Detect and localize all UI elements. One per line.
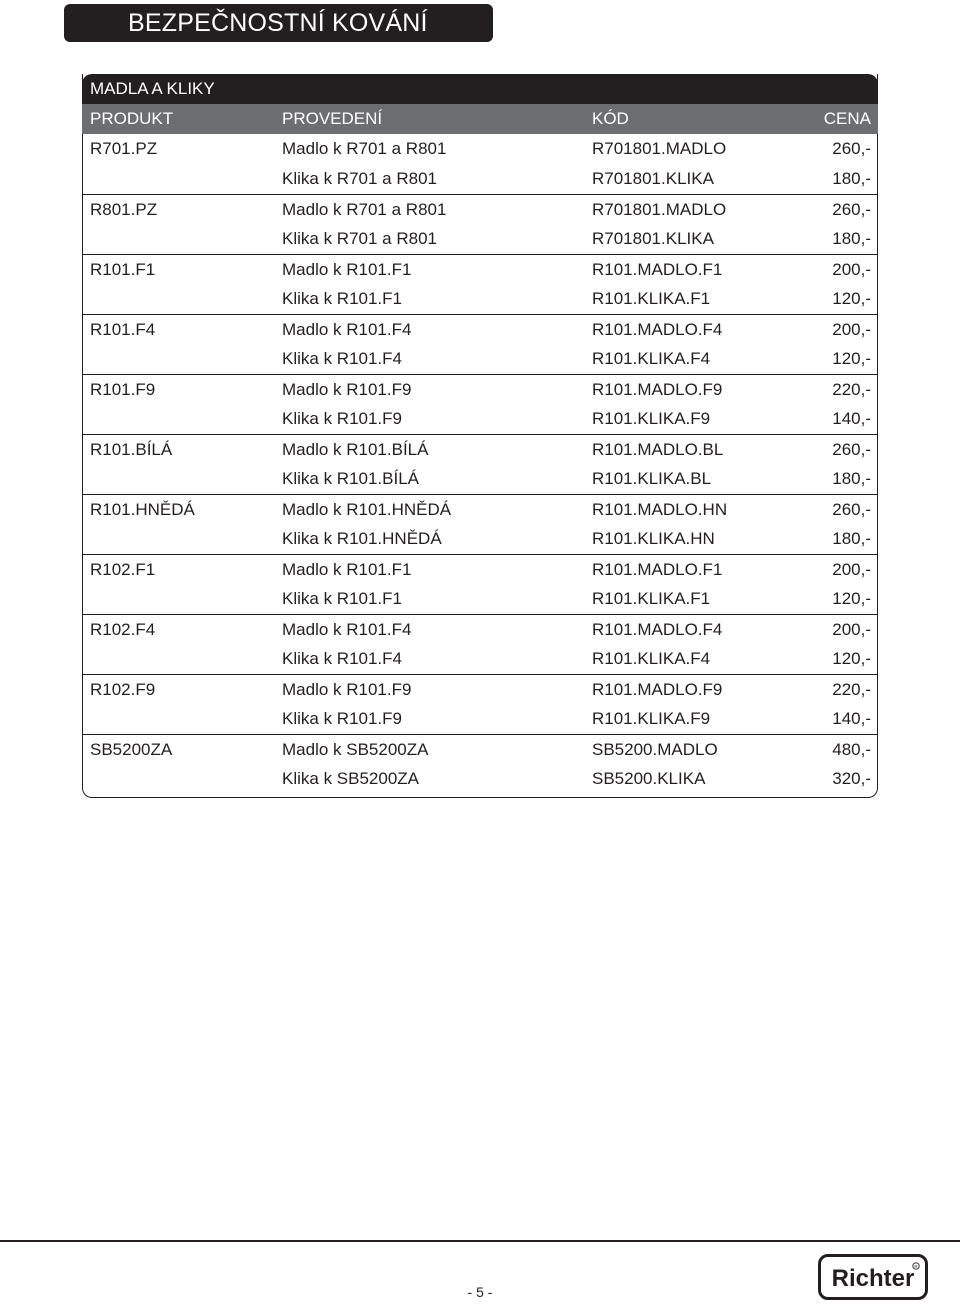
cell-price: 320,-	[832, 769, 871, 788]
column-header-variant: PROVEDENÍ	[282, 109, 383, 128]
table-body	[82, 134, 878, 794]
cell-price: 260,-	[832, 200, 871, 219]
cell-variant: Madlo k R101.F4	[282, 620, 412, 639]
cell-price: 260,-	[832, 440, 871, 459]
cell-code: R101.KLIKA.F1	[592, 589, 711, 608]
cell-code: R101.MADLO.HN	[592, 500, 728, 519]
table-row	[82, 554, 878, 584]
column-header-product: PRODUKT	[90, 109, 174, 128]
cell-variant: Madlo k R101.F9	[282, 680, 412, 699]
cell-code: R701801.KLIKA	[592, 169, 714, 188]
cell-code: R101.KLIKA.F9	[592, 409, 711, 428]
cell-code: R101.MADLO.BL	[592, 440, 724, 459]
cell-code: R101.MADLO.F4	[592, 320, 723, 339]
table-row	[82, 164, 878, 194]
table-row	[82, 134, 878, 164]
cell-variant: Madlo k R101.F4	[282, 320, 412, 339]
table-row	[82, 434, 878, 464]
cell-variant: Klika k R101.F4	[282, 649, 402, 668]
cell-variant: Klika k R701 a R801	[282, 169, 437, 188]
table-row	[82, 674, 878, 704]
footer-divider	[0, 1240, 960, 1242]
table-row	[82, 644, 878, 674]
table-row	[82, 374, 878, 404]
cell-variant: Klika k R701 a R801	[282, 229, 437, 248]
cell-code: SB5200.KLIKA	[592, 769, 706, 788]
cell-code: R101.MADLO.F1	[592, 260, 723, 279]
cell-product: R102.F9	[90, 680, 156, 699]
table-row	[82, 764, 878, 794]
cell-variant: Klika k R101.F1	[282, 589, 402, 608]
cell-price: 140,-	[832, 409, 871, 428]
cell-price: 120,-	[832, 589, 871, 608]
cell-product: R102.F4	[90, 620, 156, 639]
cell-price: 200,-	[832, 320, 871, 339]
table-row	[82, 254, 878, 284]
cell-price: 480,-	[832, 740, 871, 759]
table-row	[82, 224, 878, 254]
table-header	[82, 104, 878, 134]
cell-code: R101.KLIKA.BL	[592, 469, 712, 488]
cell-price: 220,-	[832, 680, 871, 699]
svg-text:R: R	[914, 1264, 918, 1269]
cell-product: R101.F1	[90, 260, 156, 279]
page-title: BEZPEČNOSTNÍ KOVÁNÍ	[64, 4, 493, 42]
cell-code: R101.KLIKA.F9	[592, 709, 711, 728]
cell-price: 180,-	[832, 529, 871, 548]
table-row	[82, 734, 878, 764]
cell-product: R801.PZ	[90, 200, 158, 219]
table-row	[82, 464, 878, 494]
cell-code: R701801.MADLO	[592, 200, 727, 219]
cell-variant: Madlo k R101.F1	[282, 260, 412, 279]
table-row	[82, 614, 878, 644]
table-row	[82, 494, 878, 524]
section-title: MADLA A KLIKY	[82, 74, 878, 104]
cell-price: 140,-	[832, 709, 871, 728]
cell-price: 200,-	[832, 620, 871, 639]
cell-variant: Madlo k R701 a R801	[282, 139, 447, 158]
cell-price: 120,-	[832, 649, 871, 668]
cell-price: 120,-	[832, 349, 871, 368]
cell-variant: Klika k R101.F9	[282, 409, 402, 428]
cell-price: 180,-	[832, 229, 871, 248]
cell-price: 220,-	[832, 380, 871, 399]
cell-code: R101.MADLO.F9	[592, 380, 723, 399]
cell-product: R101.F9	[90, 380, 156, 399]
page-number: - 5 -	[467, 1284, 493, 1300]
cell-code: R701801.KLIKA	[592, 229, 714, 248]
cell-product: R701.PZ	[90, 139, 158, 158]
cell-code: R101.MADLO.F1	[592, 560, 723, 579]
cell-code: R101.KLIKA.F4	[592, 349, 711, 368]
cell-price: 200,-	[832, 260, 871, 279]
column-header-code: KÓD	[592, 109, 629, 128]
table-row	[82, 194, 878, 224]
cell-variant: Klika k R101.BÍLÁ	[282, 469, 420, 488]
cell-price: 180,-	[832, 469, 871, 488]
cell-variant: Madlo k R101.BÍLÁ	[282, 440, 429, 459]
table-row	[82, 584, 878, 614]
cell-code: R101.KLIKA.HN	[592, 529, 715, 548]
cell-variant: Klika k R101.F9	[282, 709, 402, 728]
table-row	[82, 704, 878, 734]
table-row	[82, 344, 878, 374]
cell-product: SB5200ZA	[90, 740, 173, 759]
cell-code: R701801.MADLO	[592, 139, 727, 158]
cell-variant: Madlo k R101.F9	[282, 380, 412, 399]
cell-code: SB5200.MADLO	[592, 740, 718, 759]
cell-price: 120,-	[832, 289, 871, 308]
cell-variant: Klika k R101.F1	[282, 289, 402, 308]
cell-price: 200,-	[832, 560, 871, 579]
column-header-price: CENA	[823, 109, 871, 128]
cell-product: R101.BÍLÁ	[90, 440, 173, 459]
cell-code: R101.KLIKA.F1	[592, 289, 711, 308]
cell-code: R101.KLIKA.F4	[592, 649, 711, 668]
table-row	[82, 284, 878, 314]
cell-variant: Madlo k SB5200ZA	[282, 740, 429, 759]
cell-variant: Klika k R101.HNĚDÁ	[282, 529, 442, 548]
table-row	[82, 524, 878, 554]
table-row	[82, 404, 878, 434]
richter-logo-icon	[824, 1259, 922, 1295]
cell-variant: Madlo k R101.F1	[282, 560, 412, 579]
cell-product: R101.F4	[90, 320, 156, 339]
cell-product: R102.F1	[90, 560, 156, 579]
cell-price: 260,-	[832, 500, 871, 519]
cell-variant: Madlo k R101.HNĚDÁ	[282, 500, 452, 519]
table-row	[82, 314, 878, 344]
cell-price: 260,-	[832, 139, 871, 158]
cell-variant: Klika k SB5200ZA	[282, 769, 420, 788]
cell-product: R101.HNĚDÁ	[90, 500, 195, 519]
cell-price: 180,-	[832, 169, 871, 188]
richter-logo	[818, 1254, 928, 1300]
cell-code: R101.MADLO.F9	[592, 680, 723, 699]
logo-wordmark: Richter	[831, 1265, 915, 1292]
cell-variant: Klika k R101.F4	[282, 349, 402, 368]
cell-code: R101.MADLO.F4	[592, 620, 723, 639]
cell-variant: Madlo k R701 a R801	[282, 200, 447, 219]
